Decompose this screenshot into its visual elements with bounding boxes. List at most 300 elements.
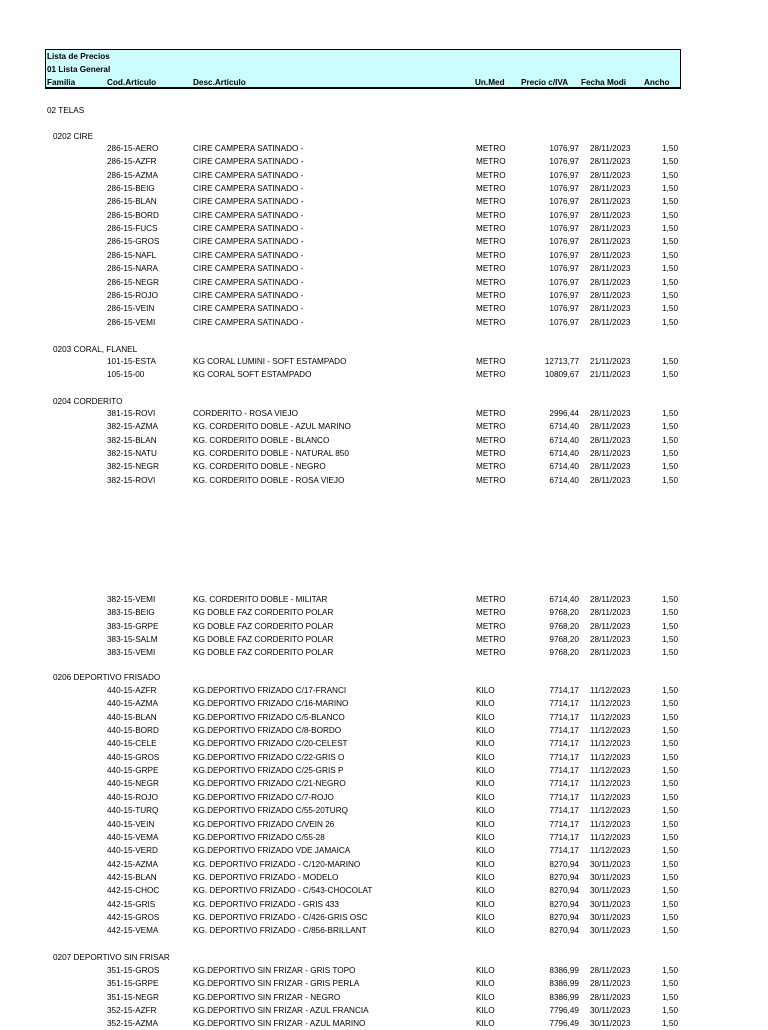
cell-cod: 442-15-BLAN: [107, 873, 157, 882]
table-row: [0, 606, 768, 619]
cell-desc: KG.DEPORTIVO FRIZADO C/55-28: [193, 833, 325, 842]
cell-cod: 286-15-AZMA: [107, 171, 158, 180]
cell-precio: 8270,94: [549, 873, 579, 882]
cell-cod: 286-15-VEIN: [107, 304, 155, 313]
cell-fecha: 28/11/2023: [590, 648, 631, 657]
cell-fecha: 30/11/2023: [590, 873, 631, 882]
cell-precio: 7714,17: [549, 739, 579, 748]
cell-ancho: 1,50: [662, 291, 678, 300]
cell-ancho: 1,50: [662, 304, 678, 313]
cell-fecha: 28/11/2023: [590, 291, 631, 300]
cell-ancho: 1,50: [662, 357, 678, 366]
cell-ancho: 1,50: [662, 251, 678, 260]
cell-desc: KG.DEPORTIVO FRIZADO VDE JAMAICA: [193, 846, 351, 855]
cell-precio: 7714,17: [549, 793, 579, 802]
table-row: [0, 964, 768, 977]
cell-precio: 9768,20: [549, 622, 579, 631]
cell-ancho: 1,50: [662, 886, 678, 895]
cell-precio: 7796,49: [549, 1019, 579, 1028]
cell-desc: KG.DEPORTIVO FRIZADO C/22-GRIS O: [193, 753, 345, 762]
cell-desc: KG.DEPORTIVO SIN FRIZAR - NEGRO: [193, 993, 341, 1002]
cell-desc: CIRE CAMPERA SATINADO -: [193, 224, 304, 233]
cell-desc: CIRE CAMPERA SATINADO -: [193, 211, 304, 220]
cell-desc: CIRE CAMPERA SATINADO -: [193, 251, 304, 260]
cell-cod: 286-15-BLAN: [107, 197, 157, 206]
table-row: [0, 818, 768, 831]
cell-precio: 12713,77: [544, 357, 579, 366]
cell-fecha: 30/11/2023: [590, 1019, 631, 1028]
cell-unmed: KILO: [476, 846, 495, 855]
col-desc: Desc.Artículo: [193, 78, 246, 87]
cell-unmed: METRO: [476, 197, 506, 206]
cell-precio: 7714,17: [549, 806, 579, 815]
cell-unmed: KILO: [476, 873, 495, 882]
cell-unmed: METRO: [476, 157, 506, 166]
cell-precio: 9768,20: [549, 608, 579, 617]
cell-desc: KG. DEPORTIVO FRIZADO - C/426-GRIS OSC: [193, 913, 368, 922]
cell-cod: 440-15-VEIN: [107, 820, 155, 829]
cell-fecha: 28/11/2023: [590, 409, 631, 418]
cell-cod: 351-15-GROS: [107, 966, 160, 975]
cell-desc: KG.DEPORTIVO FRIZADO C/VEIN 26: [193, 820, 335, 829]
cell-desc: KG DOBLE FAZ CORDERITO POLAR: [193, 622, 334, 631]
cell-desc: KG.DEPORTIVO FRIZADO C/16-MARINO: [193, 699, 349, 708]
cell-desc: CIRE CAMPERA SATINADO -: [193, 171, 304, 180]
cell-ancho: 1,50: [662, 318, 678, 327]
cell-ancho: 1,50: [662, 462, 678, 471]
cell-ancho: 1,50: [662, 635, 678, 644]
table-row: [0, 142, 768, 155]
cell-fecha: 11/12/2023: [590, 793, 631, 802]
cell-fecha: 28/11/2023: [590, 462, 631, 471]
table-row: [0, 633, 768, 646]
cell-desc: CIRE CAMPERA SATINADO -: [193, 184, 304, 193]
cell-ancho: 1,50: [662, 278, 678, 287]
price-list-header: [45, 49, 681, 89]
cell-cod: 286-15-FUCS: [107, 224, 158, 233]
cell-precio: 1076,97: [549, 197, 579, 206]
table-row: [0, 791, 768, 804]
cell-desc: KG.DEPORTIVO FRIZADO C/20-CELEST: [193, 739, 348, 748]
cell-precio: 1076,97: [549, 184, 579, 193]
cell-cod: 440-15-BLAN: [107, 713, 157, 722]
cell-desc: KG. CORDERITO DOBLE - NATURAL 850: [193, 449, 349, 458]
col-familia: Familia: [47, 78, 76, 87]
cell-unmed: METRO: [476, 648, 506, 657]
cell-ancho: 1,50: [662, 648, 678, 657]
cell-unmed: KILO: [476, 753, 495, 762]
cell-desc: KG. CORDERITO DOBLE - MILITAR: [193, 595, 328, 604]
cell-precio: 7714,17: [549, 726, 579, 735]
table-row: [0, 831, 768, 844]
cell-fecha: 28/11/2023: [590, 237, 631, 246]
cell-desc: KG.DEPORTIVO FRIZADO C/5-BLANCO: [193, 713, 345, 722]
table-row: [0, 195, 768, 208]
cell-desc: CIRE CAMPERA SATINADO -: [193, 144, 304, 153]
cell-desc: KG CORAL LUMINI - SOFT ESTAMPADO: [193, 357, 347, 366]
table-row: [0, 1004, 768, 1017]
table-row: [0, 289, 768, 302]
cell-unmed: KILO: [476, 1006, 495, 1015]
cell-precio: 8386,99: [549, 966, 579, 975]
cell-unmed: KILO: [476, 993, 495, 1002]
cell-unmed: METRO: [476, 304, 506, 313]
table-row: [0, 460, 768, 473]
cell-cod: 442-15-VEMA: [107, 926, 159, 935]
table-row: [0, 724, 768, 737]
table-row: [0, 684, 768, 697]
cell-fecha: 28/11/2023: [590, 993, 631, 1002]
cell-fecha: 11/12/2023: [590, 726, 631, 735]
cell-unmed: KILO: [476, 1019, 495, 1028]
cell-ancho: 1,50: [662, 726, 678, 735]
cell-precio: 1076,97: [549, 224, 579, 233]
table-row: [0, 316, 768, 329]
cell-cod: 442-15-GROS: [107, 913, 160, 922]
cell-precio: 6714,40: [549, 462, 579, 471]
cell-desc: KG DOBLE FAZ CORDERITO POLAR: [193, 648, 334, 657]
cell-cod: 351-15-NEGR: [107, 993, 159, 1002]
cell-unmed: METRO: [476, 278, 506, 287]
cell-ancho: 1,50: [662, 713, 678, 722]
cell-cod: 101-15-ESTA: [107, 357, 156, 366]
table-row: [0, 884, 768, 897]
cell-precio: 1076,97: [549, 318, 579, 327]
cell-cod: 286-15-AERO: [107, 144, 159, 153]
cell-precio: 8270,94: [549, 886, 579, 895]
cell-fecha: 11/12/2023: [590, 806, 631, 815]
table-row: [0, 302, 768, 315]
cell-precio: 7714,17: [549, 713, 579, 722]
cell-ancho: 1,50: [662, 873, 678, 882]
cell-cod: 286-15-NAFL: [107, 251, 157, 260]
cell-unmed: KILO: [476, 966, 495, 975]
cell-cod: 383-15-VEMI: [107, 648, 156, 657]
table-row: [0, 474, 768, 487]
cell-cod: 286-15-VEMI: [107, 318, 156, 327]
cell-precio: 7714,17: [549, 779, 579, 788]
cell-fecha: 11/12/2023: [590, 833, 631, 842]
cell-unmed: METRO: [476, 436, 506, 445]
table-row: [0, 368, 768, 381]
cell-precio: 1076,97: [549, 251, 579, 260]
cell-fecha: 28/11/2023: [590, 211, 631, 220]
cell-precio: 7714,17: [549, 820, 579, 829]
col-cod: Cod.Artículo: [107, 78, 157, 87]
cell-fecha: 11/12/2023: [590, 766, 631, 775]
cell-desc: CORDERITO - ROSA VIEJO: [193, 409, 298, 418]
cell-precio: 8270,94: [549, 913, 579, 922]
cell-cod: 286-15-BORD: [107, 211, 159, 220]
cell-ancho: 1,50: [662, 264, 678, 273]
cell-fecha: 11/12/2023: [590, 753, 631, 762]
cell-desc: CIRE CAMPERA SATINADO -: [193, 278, 304, 287]
cell-ancho: 1,50: [662, 686, 678, 695]
cell-desc: KG. CORDERITO DOBLE - BLANCO: [193, 436, 330, 445]
cell-precio: 9768,20: [549, 635, 579, 644]
table-row: [0, 222, 768, 235]
cell-ancho: 1,50: [662, 860, 678, 869]
cell-unmed: KILO: [476, 926, 495, 935]
cell-ancho: 1,50: [662, 966, 678, 975]
cell-ancho: 1,50: [662, 224, 678, 233]
cell-desc: KG.DEPORTIVO FRIZADO C/21-NEGRO: [193, 779, 346, 788]
cell-desc: KG.DEPORTIVO FRIZADO C/55-20TURQ: [193, 806, 348, 815]
cell-cod: 440-15-GRPE: [107, 766, 159, 775]
cell-cod: 286-15-ROJO: [107, 291, 158, 300]
cell-cod: 381-15-ROVI: [107, 409, 156, 418]
cell-precio: 1076,97: [549, 144, 579, 153]
cell-ancho: 1,50: [662, 449, 678, 458]
table-row: [0, 844, 768, 857]
table-row: [0, 235, 768, 248]
group-label: 0207 DEPORTIVO SIN FRISAR: [53, 953, 170, 962]
cell-cod: 286-15-NEGR: [107, 278, 159, 287]
cell-fecha: 30/11/2023: [590, 913, 631, 922]
cell-cod: 383-15-GRPE: [107, 622, 159, 631]
col-fecha: Fecha Modi: [581, 78, 627, 87]
cell-ancho: 1,50: [662, 1019, 678, 1028]
cell-ancho: 1,50: [662, 766, 678, 775]
cell-desc: KG.DEPORTIVO FRIZADO C/8-BORDO: [193, 726, 342, 735]
cell-fecha: 11/12/2023: [590, 713, 631, 722]
cell-precio: 6714,40: [549, 595, 579, 604]
cell-fecha: 28/11/2023: [590, 595, 631, 604]
cell-cod: 352-15-AZFR: [107, 1006, 157, 1015]
cell-unmed: METRO: [476, 595, 506, 604]
section-heading: [0, 104, 768, 117]
list-subtitle: 01 Lista General: [47, 65, 111, 74]
group-label: 0204 CORDERITO: [53, 397, 123, 406]
table-row: [0, 764, 768, 777]
table-row: [0, 924, 768, 937]
table-row: [0, 169, 768, 182]
cell-precio: 7714,17: [549, 686, 579, 695]
cell-unmed: METRO: [476, 318, 506, 327]
cell-ancho: 1,50: [662, 409, 678, 418]
cell-cod: 382-15-BLAN: [107, 436, 157, 445]
cell-cod: 440-15-TURQ: [107, 806, 159, 815]
cell-cod: 382-15-VEMI: [107, 595, 156, 604]
cell-ancho: 1,50: [662, 846, 678, 855]
table-row: [0, 262, 768, 275]
cell-fecha: 28/11/2023: [590, 157, 631, 166]
cell-precio: 8386,99: [549, 993, 579, 1002]
cell-fecha: 28/11/2023: [590, 264, 631, 273]
cell-desc: KG.DEPORTIVO SIN FRIZAR - GRIS TOPO: [193, 966, 356, 975]
cell-precio: 1076,97: [549, 264, 579, 273]
table-row: [0, 697, 768, 710]
cell-unmed: METRO: [476, 409, 506, 418]
cell-unmed: METRO: [476, 237, 506, 246]
cell-ancho: 1,50: [662, 370, 678, 379]
cell-unmed: METRO: [476, 171, 506, 180]
cell-cod: 351-15-GRPE: [107, 979, 159, 988]
cell-desc: CIRE CAMPERA SATINADO -: [193, 304, 304, 313]
table-row: [0, 355, 768, 368]
cell-fecha: 11/12/2023: [590, 779, 631, 788]
cell-cod: 440-15-AZMA: [107, 699, 158, 708]
cell-cod: 440-15-CELE: [107, 739, 157, 748]
cell-unmed: METRO: [476, 462, 506, 471]
group-label: 0206 DEPORTIVO FRISADO: [53, 673, 161, 682]
group-label: 0203 CORAL, FLANEL: [53, 345, 138, 354]
cell-fecha: 28/11/2023: [590, 449, 631, 458]
cell-precio: 8270,94: [549, 926, 579, 935]
cell-desc: KG.DEPORTIVO FRIZADO C/25-GRIS P: [193, 766, 344, 775]
cell-unmed: METRO: [476, 357, 506, 366]
cell-unmed: KILO: [476, 886, 495, 895]
cell-ancho: 1,50: [662, 197, 678, 206]
cell-unmed: KILO: [476, 820, 495, 829]
cell-precio: 2996,44: [549, 409, 579, 418]
cell-unmed: KILO: [476, 806, 495, 815]
cell-cod: 286-15-NARA: [107, 264, 158, 273]
cell-unmed: METRO: [476, 449, 506, 458]
cell-ancho: 1,50: [662, 476, 678, 485]
group-heading: [0, 951, 768, 964]
cell-desc: KG. DEPORTIVO FRIZADO - MODELO: [193, 873, 339, 882]
cell-fecha: 28/11/2023: [590, 635, 631, 644]
table-row: [0, 898, 768, 911]
cell-ancho: 1,50: [662, 739, 678, 748]
cell-cod: 382-15-ROVI: [107, 476, 156, 485]
cell-fecha: 11/12/2023: [590, 820, 631, 829]
cell-fecha: 30/11/2023: [590, 1006, 631, 1015]
cell-fecha: 28/11/2023: [590, 608, 631, 617]
cell-precio: 7714,17: [549, 833, 579, 842]
cell-unmed: KILO: [476, 779, 495, 788]
cell-precio: 1076,97: [549, 157, 579, 166]
cell-desc: CIRE CAMPERA SATINADO -: [193, 237, 304, 246]
cell-cod: 442-15-AZMA: [107, 860, 158, 869]
cell-unmed: METRO: [476, 635, 506, 644]
cell-ancho: 1,50: [662, 926, 678, 935]
cell-precio: 6714,40: [549, 422, 579, 431]
cell-desc: KG. CORDERITO DOBLE - AZUL MARINO: [193, 422, 351, 431]
cell-precio: 7796,49: [549, 1006, 579, 1015]
table-row: [0, 711, 768, 724]
cell-unmed: METRO: [476, 370, 506, 379]
cell-desc: KG. DEPORTIVO FRIZADO - C/856-BRILLANT: [193, 926, 367, 935]
table-row: [0, 858, 768, 871]
cell-desc: CIRE CAMPERA SATINADO -: [193, 318, 304, 327]
cell-desc: KG.DEPORTIVO FRIZADO C/17-FRANCI: [193, 686, 347, 695]
section-label: 02 TELAS: [47, 106, 85, 115]
cell-unmed: METRO: [476, 144, 506, 153]
cell-desc: KG.DEPORTIVO FRIZADO C/7-ROJO: [193, 793, 334, 802]
cell-fecha: 28/11/2023: [590, 171, 631, 180]
cell-precio: 6714,40: [549, 436, 579, 445]
cell-fecha: 28/11/2023: [590, 979, 631, 988]
cell-precio: 1076,97: [549, 211, 579, 220]
cell-unmed: METRO: [476, 608, 506, 617]
cell-fecha: 28/11/2023: [590, 278, 631, 287]
cell-cod: 440-15-VEMA: [107, 833, 159, 842]
cell-unmed: METRO: [476, 224, 506, 233]
cell-ancho: 1,50: [662, 820, 678, 829]
cell-fecha: 28/11/2023: [590, 966, 631, 975]
cell-precio: 6714,40: [549, 476, 579, 485]
cell-precio: 7714,17: [549, 846, 579, 855]
table-row: [0, 737, 768, 750]
cell-unmed: KILO: [476, 793, 495, 802]
table-row: [0, 420, 768, 433]
table-row: [0, 646, 768, 659]
cell-cod: 442-15-CHOC: [107, 886, 160, 895]
cell-precio: 8386,99: [549, 979, 579, 988]
cell-unmed: METRO: [476, 622, 506, 631]
table-row: [0, 249, 768, 262]
cell-ancho: 1,50: [662, 793, 678, 802]
table-row: [0, 155, 768, 168]
cell-unmed: METRO: [476, 476, 506, 485]
table-row: [0, 977, 768, 990]
cell-ancho: 1,50: [662, 157, 678, 166]
table-row: [0, 209, 768, 222]
cell-fecha: 30/11/2023: [590, 900, 631, 909]
cell-cod: 383-15-SALM: [107, 635, 158, 644]
cell-precio: 7714,17: [549, 753, 579, 762]
cell-cod: 352-15-AZMA: [107, 1019, 158, 1028]
cell-desc: KG.DEPORTIVO SIN FRIZAR - AZUL FRANCIA: [193, 1006, 369, 1015]
table-row: [0, 620, 768, 633]
cell-unmed: KILO: [476, 979, 495, 988]
table-row: [0, 593, 768, 606]
cell-cod: 382-15-NATU: [107, 449, 157, 458]
cell-ancho: 1,50: [662, 144, 678, 153]
cell-fecha: 11/12/2023: [590, 686, 631, 695]
group-heading: [0, 671, 768, 684]
cell-desc: KG. CORDERITO DOBLE - NEGRO: [193, 462, 326, 471]
cell-unmed: KILO: [476, 726, 495, 735]
cell-desc: KG. CORDERITO DOBLE - ROSA VIEJO: [193, 476, 345, 485]
cell-fecha: 21/11/2023: [590, 357, 631, 366]
cell-ancho: 1,50: [662, 833, 678, 842]
cell-unmed: METRO: [476, 291, 506, 300]
cell-ancho: 1,50: [662, 913, 678, 922]
cell-cod: 286-15-AZFR: [107, 157, 157, 166]
cell-ancho: 1,50: [662, 171, 678, 180]
cell-ancho: 1,50: [662, 608, 678, 617]
cell-unmed: METRO: [476, 422, 506, 431]
cell-precio: 1076,97: [549, 304, 579, 313]
cell-precio: 8270,94: [549, 900, 579, 909]
cell-ancho: 1,50: [662, 753, 678, 762]
cell-fecha: 30/11/2023: [590, 926, 631, 935]
cell-precio: 7714,17: [549, 766, 579, 775]
cell-ancho: 1,50: [662, 993, 678, 1002]
cell-fecha: 30/11/2023: [590, 886, 631, 895]
group-label: 0202 CIRE: [53, 132, 94, 141]
cell-unmed: METRO: [476, 251, 506, 260]
cell-ancho: 1,50: [662, 779, 678, 788]
cell-precio: 1076,97: [549, 278, 579, 287]
cell-ancho: 1,50: [662, 436, 678, 445]
cell-fecha: 28/11/2023: [590, 184, 631, 193]
cell-ancho: 1,50: [662, 237, 678, 246]
table-row: [0, 804, 768, 817]
cell-cod: 286-15-GROS: [107, 237, 160, 246]
cell-ancho: 1,50: [662, 595, 678, 604]
table-row: [0, 751, 768, 764]
cell-cod: 286-15-BEIG: [107, 184, 155, 193]
cell-desc: KG. DEPORTIVO FRIZADO - C/120-MARINO: [193, 860, 361, 869]
list-title: Lista de Precios: [47, 52, 110, 61]
cell-precio: 1076,97: [549, 237, 579, 246]
cell-fecha: 28/11/2023: [590, 476, 631, 485]
cell-cod: 440-15-ROJO: [107, 793, 158, 802]
